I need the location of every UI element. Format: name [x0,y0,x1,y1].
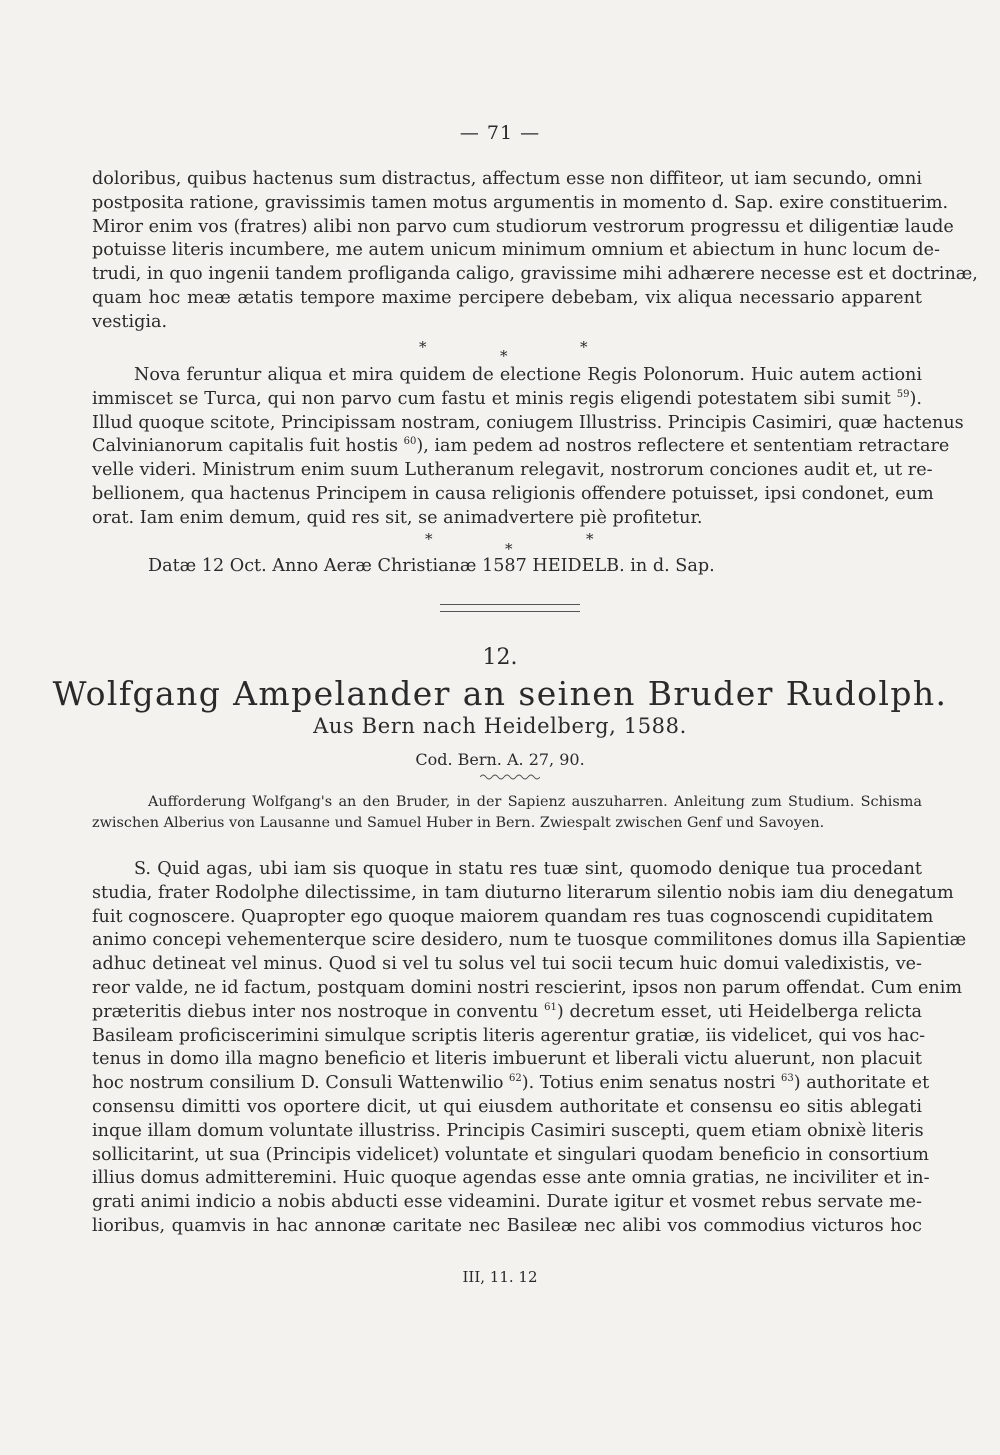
letter-body [92,858,967,1239]
text-fragment: ). [909,388,922,409]
asterisk: * [505,540,513,558]
asterisk: * [425,530,433,548]
text-line: trudi, in quo ingenii tandem profliganda caligo, gravissime mihi adhærere necesse est et doctrinæ, [92,264,978,285]
double-rule-divider [440,604,580,612]
text-line: Nova feruntur aliqua et mira quidem de electione Regis Polonorum. Huic autem actioni [134,365,922,385]
text-fragment: ) decretum esset, uti Heidelberga relicta [556,1001,923,1022]
letter-summary [92,792,922,834]
text-line: lioribus, quamvis in hac annonæ caritate nec Basileæ nec alibi vos commodius victuros hoc [92,1215,922,1236]
asterisk: * [586,530,594,548]
letter-subtitle: Aus Bern nach Heidelberg, 1588. [313,714,687,738]
text-line [92,1001,922,1025]
asterisk: * [500,347,508,365]
text-fragment: immiscet se Turca, qui non parvo cum fastu et minis regis eligendi potestatem sibi sumit [92,388,897,409]
text-fragment: ), iam pedem ad nostros reflectere et sententiam retractare [416,436,950,457]
text-line: Miror enim vos (fratres) alibi non parvo cum studiorum vestrorum progressu et diligentiæ laude [92,216,954,237]
text-line: doloribus, quibus hactenus sum distractus, affectum esse non diffiteor, ut iam secundo, omni [92,169,922,189]
summary-line: zwischen Alberius von Lausanne und Samuel Huber in Bern. Zwiespalt zwischen Genf und Savoyen. [92,815,825,831]
text-line: bellionem, qua hactenus Principem in causa religionis offendere potuisset, ipsi condonet, eum [92,483,934,504]
letter-number: 12. [482,645,518,670]
paragraph-2 [92,364,964,531]
text-fragment: ) authoritate et [793,1073,930,1094]
summary-line: Aufforderung Wolfgang's an den Bruder, in der Sapienz auszuharren. Anleitung zum Studium. Schisma [148,794,922,810]
text-line: S. Quid agas, ubi iam sis quoque in statu res tuæ sint, quomodo denique tua procedant [134,859,922,879]
text-line: orat. Iam enim demum, quid res sit, se animadvertere piè profitetur. [92,507,703,528]
footnote-ref: 63 [781,1073,794,1085]
text-line: reor valde, ne id factum, postquam domini nostri rescierint, ipsos non parum offendat. Cum enim [92,977,963,998]
text-line: quam hoc meæ ætatis tempore maxime percipere debebam, vix aliqua necessario apparent [92,287,922,308]
wavy-ornament [480,772,540,782]
text-line [92,435,950,459]
paragraph-1 [92,168,978,335]
text-line: Basileam proficiscerimini simulque scriptis literis agerentur gratiæ, iis videlicet, qui vos hac- [92,1025,926,1046]
footnote-ref: 62 [509,1073,522,1085]
text-line: illius domus admitteremini. Huic quoque agendas esse ante omnia gratias, ne inciviliter et in- [92,1168,930,1189]
text-line: fuit cognoscere. Quapropter ego quoque maiorem quandam res tuas cognoscendi cupiditatem [92,906,934,927]
text-line: tenus in domo illa magno beneficio et literis imbuerunt et liberali victu aluerunt, non placuit [92,1049,922,1070]
text-line: animo concepi vehementerque scire desidero, num te tuosque commilitones domus illa Sapientiæ [92,930,967,951]
text-line: adhuc detineat vel minus. Quod si vel tu solus vel tui socii tecum huic domui valedixistis, ve- [92,954,922,975]
asterisk: * [580,338,588,356]
letter-title: Wolfgang Ampelander an seinen Bruder Rudolph. [52,674,948,713]
text-line: inque illam domum voluntate illustriss. Principis Casimiri suscepti, quem etiam obnixè literis [92,1120,924,1141]
text-fragment: præteritis diebus inter nos nostroque in conventu [92,1001,545,1022]
asterism-divider [0,530,1000,558]
text-line: grati animi indicio a nobis abducti esse videamini. Durate igitur et vosmet rebus servate me- [92,1192,922,1213]
signature-mark: III, 11. 12 [462,1268,538,1286]
text-fragment: Calvinianorum capitalis fuit hostis [92,436,404,457]
text-line: velle videri. Ministrum enim suum Lutheranum relegavit, nostrorum conciones audit et, ut re- [92,460,933,481]
text-line: studia, frater Rodolphe dilectissime, in tam diuturno literarum silentio nobis iam diu denegatum [92,882,954,903]
footnote-ref: 59 [896,388,910,400]
text-line [92,1072,930,1096]
asterisk: * [419,338,427,356]
text-line: consensu dimitti vos oportere dicit, ut qui eiusdem authoritate et consensu eo sitis ablegati [92,1096,922,1117]
text-line [92,388,922,412]
letter-source: Cod. Bern. A. 27, 90. [415,750,585,769]
text-line: sollicitarint, ut sua (Principis videlicet) voluntate et singulari quodam beneficio in consortium [92,1144,929,1165]
dateline: Datæ 12 Oct. Anno Aeræ Christianæ 1587 HEIDELB. in d. Sap. [148,556,715,576]
asterism-divider [0,338,1000,365]
footnote-ref: 61 [544,1001,557,1013]
footnote-ref: 60 [403,436,417,448]
text-line: Illud quoque scitote, Principissam nostram, coniugem Illustriss. Principis Casimiri, quæ hactenus [92,412,964,433]
text-line: potuisse literis incumbere, me autem unicum minimum omnium et abiectum in hunc locum de- [92,240,940,261]
text-line: postposita ratione, gravissimis tamen motus argumentis in momento d. Sap. exire constituerim. [92,192,949,213]
text-fragment: hoc nostrum consilium D. Consuli Wattenwilio [92,1073,510,1094]
text-line: vestigia. [92,311,168,332]
text-fragment: ). Totius enim senatus nostri [521,1073,781,1094]
page-number: — 71 — [459,122,541,144]
